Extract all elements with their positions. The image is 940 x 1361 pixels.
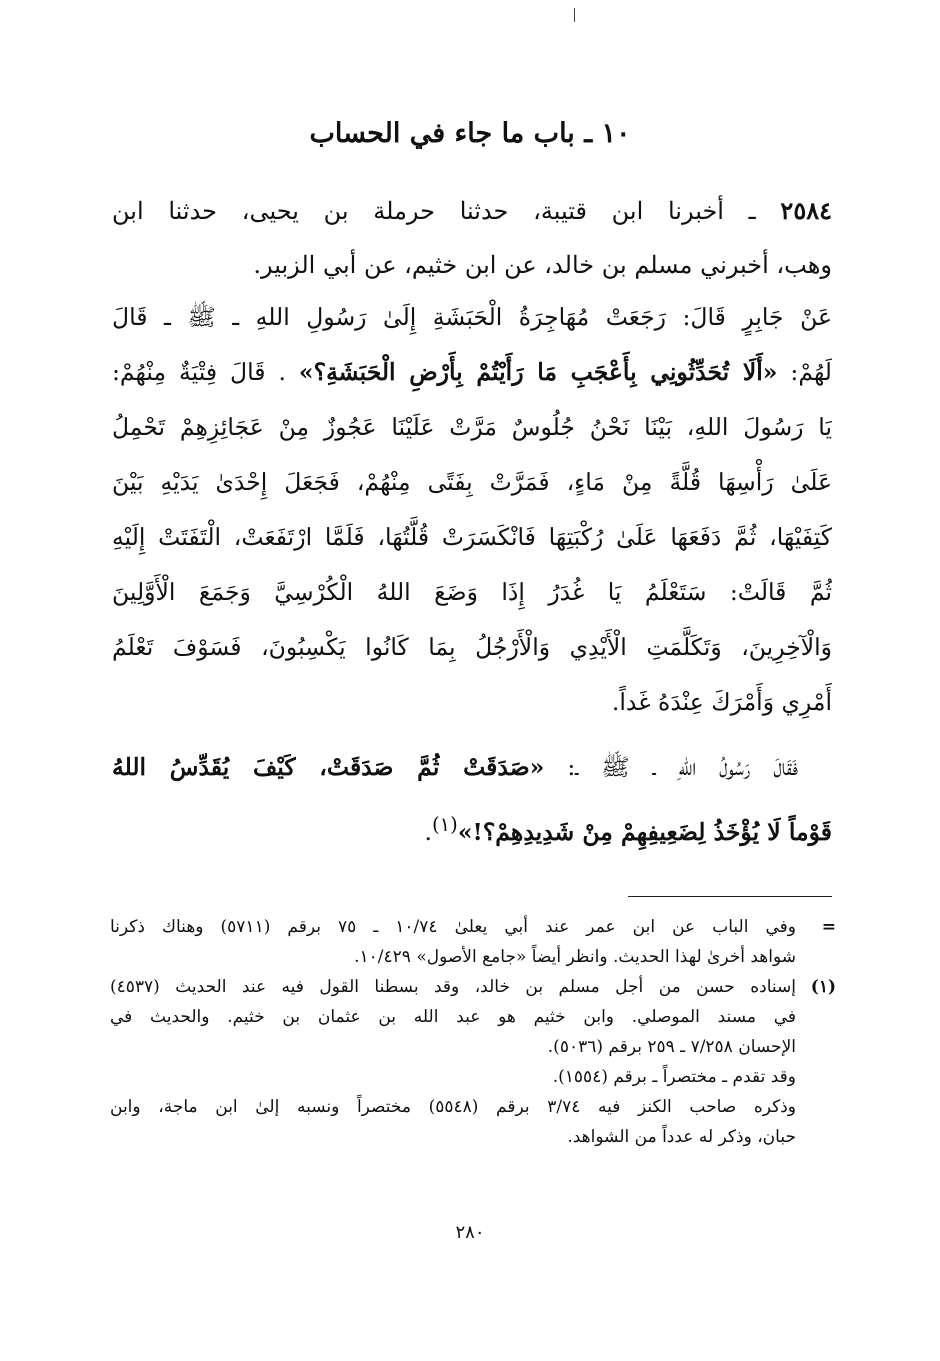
footnote-1-line-3: الإحسان ٧/٢٥٨ ـ ٢٥٩ برقم (٥٠٣٦). — [547, 1037, 796, 1057]
isnad-line-2: وهب، أخبرني مسلم بن خالد، عن ابن خثيم، عن أبي الزبير. — [253, 251, 832, 279]
prophet-question: «أَلَا تُحَدِّثُونِي بِأَعْجَبِ مَا رَأَيْتُمْ بِأَرْضِ الْحَبَشَةِ؟» — [298, 358, 778, 386]
footnote-1-line-1 — [110, 972, 836, 1002]
matn-line-2-tail: . قَالَ فِتْيَةٌ مِنْهُمْ: — [112, 358, 286, 386]
reply-quote-part-2: قَوْماً لَا يُؤْخَذُ لِضَعِيفِهِمْ مِنْ شَدِيدِهِمْ؟!» — [457, 817, 832, 846]
footnote-continued-line-2: شواهد أخرىٰ لهذا الحديث. وانظر أيضاً «جامع الأصول» ١٠/٤٢٩. — [354, 947, 796, 967]
prophet-reply-paragraph — [112, 738, 832, 854]
footnote-1-line-4: وقد تقدم ـ مختصراً ـ برقم (١٥٥٤). — [552, 1067, 796, 1087]
footnote-1-text-1: إسناده حسن من أجل مسلم بن خالد، وقد بسطنا القول فيه عند الحديث (٤٥٣٧) — [110, 977, 796, 997]
footnotes — [110, 912, 836, 1152]
reply-line-1 — [112, 738, 832, 796]
footnote-1-marker: (١) — [810, 977, 836, 997]
page-edge-mark — [574, 8, 575, 22]
isnad-line-1 — [112, 184, 832, 238]
reply-line-2-end: . — [424, 817, 433, 846]
footnote-1-line-2: في مسند الموصلي. وابن خثيم هو عبد الله بن عثمان بن خثيم. والحديث في — [110, 1007, 796, 1027]
footnote-continued-line-1 — [110, 912, 836, 942]
matn-line-2-lead: لَهُمْ: — [790, 358, 832, 386]
matn-line-5: كَتِفَيْهَا، ثُمَّ دَفَعَهَا عَلَىٰ رُكْبَتِهَا فَانْكَسَرَتْ قُلَّتُهَا، فَلَمَّا ارْتَفَعَتْ، الْتَفَتَتْ إِلَيْهِ — [112, 523, 832, 551]
chapter-title: ١٠ ـ باب ما جاء في الحساب — [309, 118, 631, 149]
footnote-1-line-6: حبان، وذكر له عدداً من الشواهد. — [567, 1127, 796, 1147]
matn-line-6: ثُمَّ قَالَتْ: سَتَعْلَمُ يَا غُدَرُ إِذَا وَضَعَ اللهُ الْكُرْسِيَّ وَجَمَعَ الْأَوَّلِينَ — [112, 578, 832, 606]
page-number: ٢٨٠ — [455, 1222, 485, 1243]
isnad-line-1-text: ـ أخبرنا ابن قتيبة، حدثنا حرملة بن يحيى، حدثنا ابن — [112, 197, 756, 225]
reply-line-1-lead: فَقَالَ رَسُولُ اللهِ ـ ﷺ ـ: — [567, 753, 798, 781]
matn-paragraph — [112, 290, 832, 730]
footnote-continued-text-1: وفي الباب عن ابن عمر عند أبي يعلىٰ ١٠/٧٤ ـ ٧٥ برقم (٥٧١١) وهناك ذكرنا — [110, 917, 796, 937]
matn-line-7: وَالْآخِرِينَ، وَتَكَلَّمَتِ الْأَيْدِي وَالْأَرْجُلُ بِمَا كَانُوا يَكْسِبُونَ، فَسَوْفَ تَعْلَمُ — [112, 633, 832, 661]
hadith-number: ٢٥٨٤ — [780, 196, 832, 225]
isnad-paragraph — [112, 184, 832, 292]
matn-line-1: عَنْ جَابِرٍ قَالَ: رَجَعَتْ مُهَاجِرَةُ الْحَبَشَةِ إِلَىٰ رَسُولِ اللهِ ـ ﷺ ـ قَالَ — [112, 303, 832, 331]
footnote-1-line-5: وذكره صاحب الكنز فيه ٣/٧٤ برقم (٥٥٤٨) مختصراً ونسبه إلىٰ ابن ماجة، وابن — [110, 1097, 796, 1117]
matn-line-4: عَلَىٰ رَأْسِهَا قُلَّةً مِنْ مَاءٍ، فَمَرَّتْ بِفَتًى مِنْهُمْ، فَجَعَلَ إِحْدَىٰ يَدَيْهِ بَيْنَ — [112, 468, 832, 496]
footnote-ref-1: (١) — [432, 813, 458, 836]
matn-line-2 — [112, 345, 832, 400]
reply-quote-part-1: «صَدَقَتْ ثُمَّ صَدَقَتْ، كَيْفَ يُقَدِّسُ اللهُ — [112, 753, 545, 781]
reply-line-2 — [112, 796, 832, 854]
footnote-continued-marker: = — [821, 917, 836, 937]
matn-line-3: يَا رَسُولَ اللهِ، بَيْنَا نَحْنُ جُلُوسٌ مَرَّتْ عَلَيْنَا عَجُوزٌ مِنْ عَجَائِزِهِمْ تَحْمِلُ — [112, 413, 832, 441]
footnote-separator — [628, 896, 832, 897]
matn-line-8: أَمْرِي وَأَمْرَكَ عِنْدَهُ غَداً. — [611, 688, 832, 716]
